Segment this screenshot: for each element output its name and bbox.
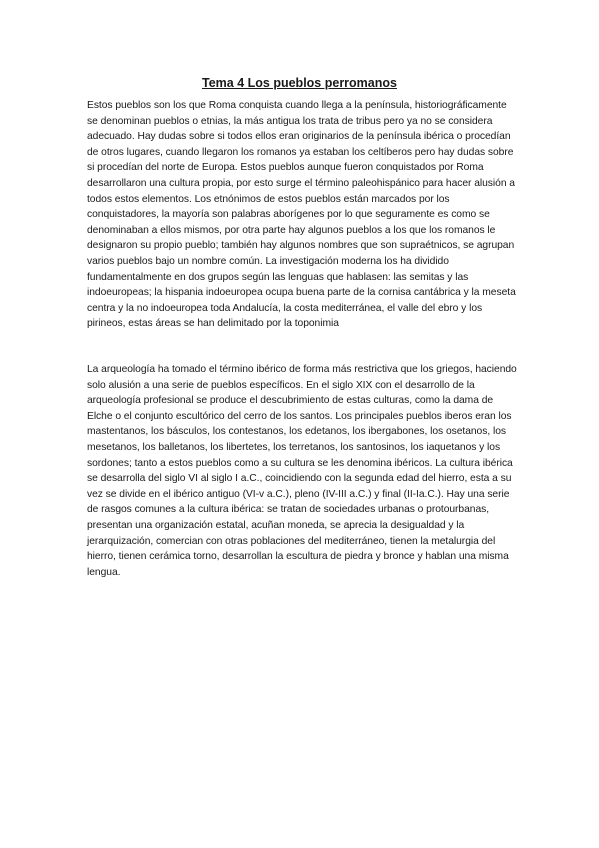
document-title: Tema 4 Los pueblos perromanos: [202, 76, 397, 90]
paragraph-cultura-iberica: La arqueología ha tomado el término ibérico de forma más restrictiva que los griegos, haciendo solo alusión a una serie de pueblos específicos. En el siglo XIX con el desarrollo de la arqueología profesional se produce el descubrimiento de estas culturas, como la dama de Elche o el conjunto escultórico del cerro de los santos. Los principales pueblos iberos eran los mastentanos, los básculos, los contestanos, los edetanos, los ibergabones, los osetanos, los mesetanos, los balletanos, los libertetes, los terretanos, los santosinos, los iaquetanos y los sordones; tanto a estos pueblos como a su cultura se les denomina ibéricos. La cultura ibérica se desarrolla del siglo VI al siglo I a.C., coincidiendo con la segunda edad del hierro, esta a su vez se divide en el ibérico antiguo (VI-v a.C.), pleno (IV-III a.C.) y final (II-Ia.C.). Hay una serie de rasgos comunes a la cultura ibérica: se tratan de sociedades urbanas o protourbanas, presentan una organización estatal, acuñan moneda, se aprecia la desigualdad y la jerarquización, comercian con otras poblaciones del mediterráneo, tienen la metalurgia del hierro, tienen cerámica torno, desarrollan la escultura de piedra y bronce y hablan una misma lengua.: [87, 364, 517, 578]
paragraph-pueblos-intro: Estos pueblos son los que Roma conquista cuando llega a la península, historiográficamente se denominan pueblos o etnias, la más antigua los trata de tribus pero ya no se considera adecuado. Hay dudas sobre si todos ellos eran originarios de la península ibérica o procedían de otros lugares, cuando llegaron los romanos ya estaban los celtíberos pero hay dudas sobre si procedían del norte de Europa. Estos pueblos aunque fueron conquistados por Roma desarrollaron una cultura propia, por esto surge el término paleohispánico para hacer alusión a todos estos elementos. Los etnónimos de estos pueblos están marcados por los conquistadores, la mayoría son palabras aborígenes por lo que seguramente es como se denominaban a ellos mismos, por otra parte hay algunos pueblos a los que los romanos le designaron su propio pueblo; también hay algunos nombres que son supraétnicos, se agrupan varios pueblos bajo un nombre común. La investigación moderna los ha dividido fundamentalmente en dos grupos según las lenguas que hablasen: las semitas y las indoeuropeas; la hispania indoeuropea ocupa buena parte de la cornisa cantábrica y la meseta centra y la no indoeuropea toda Andalucía, la costa mediterránea, el valle del ebro y los pirineos, estas áreas se han delimitado por la toponimia: [87, 100, 516, 330]
